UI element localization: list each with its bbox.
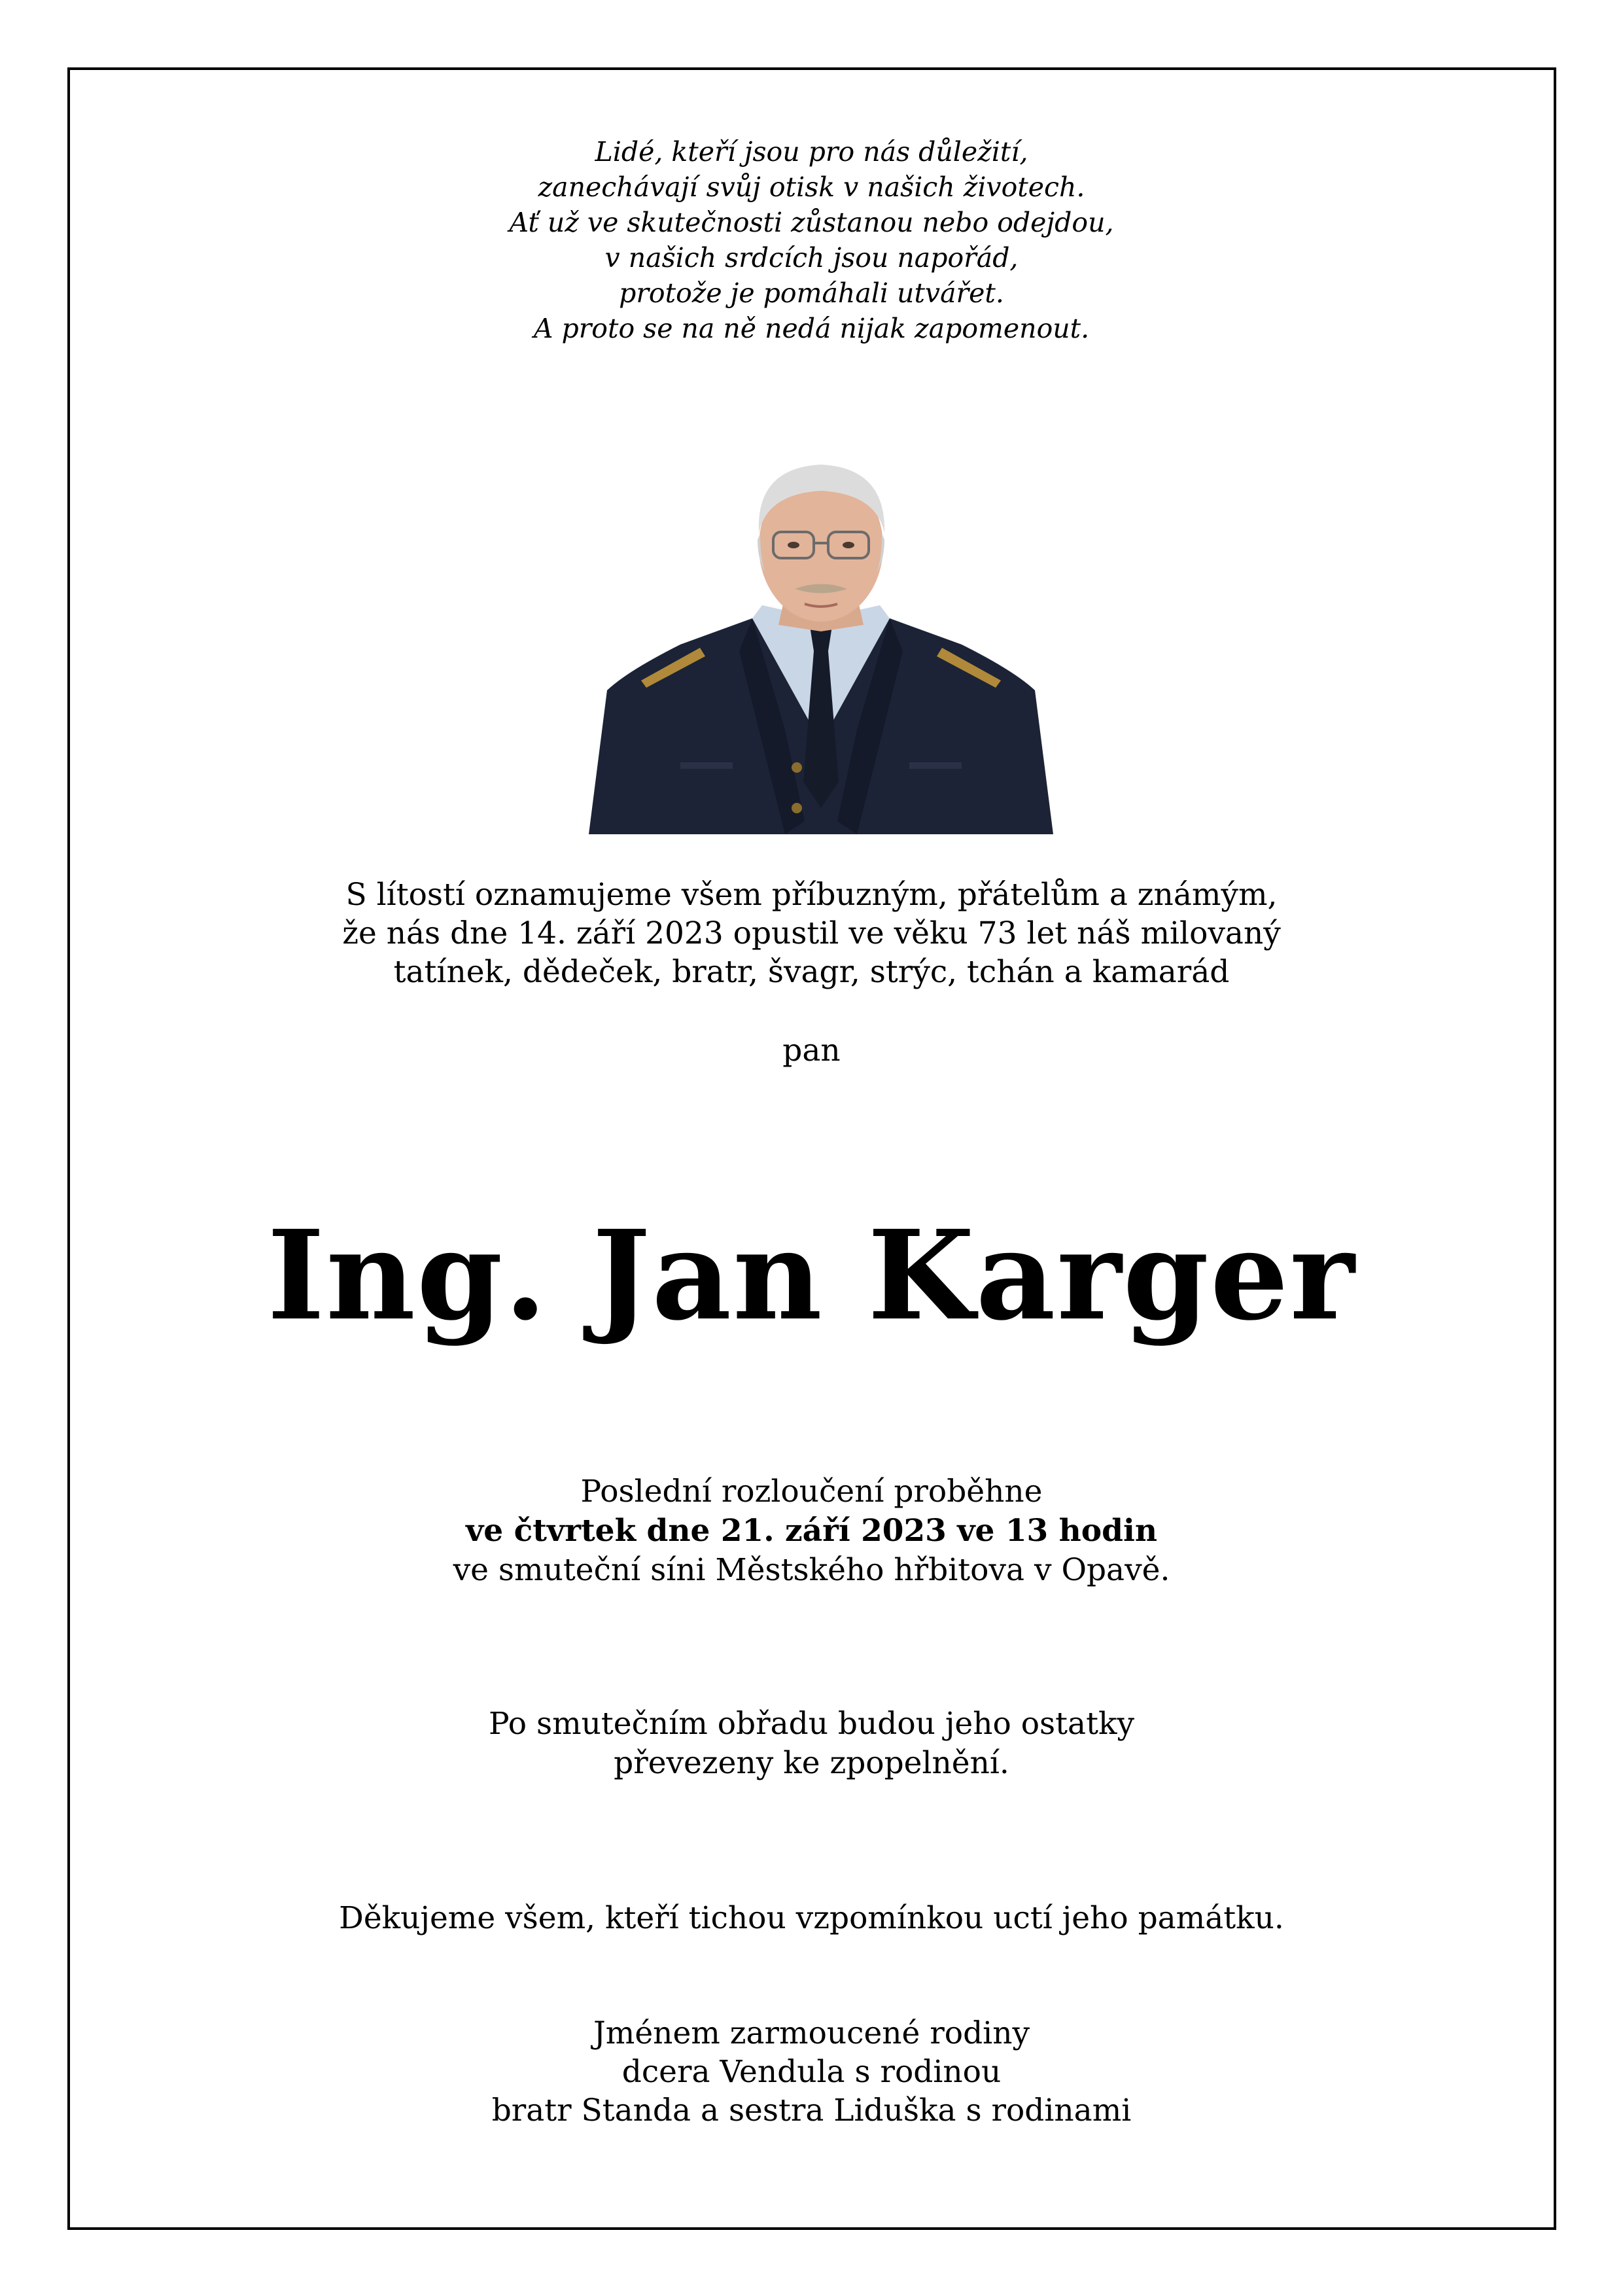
- cremation-notice: [0, 1704, 1623, 1783]
- announcement-line: že nás dne 14. září 2023 opustil ve věku 73 let náš milovaný: [342, 915, 1281, 951]
- farewell-details: [0, 1472, 1623, 1590]
- death-announcement: [0, 875, 1623, 991]
- farewell-line: Poslední rozloučení proběhne: [580, 1474, 1043, 1510]
- portrait-photo: [589, 455, 1053, 834]
- announcement-line: S lítostí oznamujeme všem příbuzným, přátelům a známým,: [345, 877, 1278, 913]
- family-signature: [0, 2014, 1623, 2130]
- poem-line: Lidé, kteří jsou pro nás důležití,: [595, 136, 1028, 168]
- poem-line: zanechávají svůj otisk v našich životech.: [538, 171, 1085, 203]
- family-line: Jménem zarmoucené rodiny: [593, 2015, 1030, 2051]
- family-line: bratr Standa a sestra Liduška s rodinami: [491, 2093, 1132, 2128]
- poem-line: protože je pomáhali utvářet.: [619, 277, 1004, 309]
- honorific: pan: [782, 1033, 841, 1069]
- family-line: dcera Vendula s rodinou: [621, 2054, 1002, 2090]
- thanks-note: Děkujeme všem, kteří tichou vzpomínkou uctí jeho památku.: [339, 1900, 1284, 1936]
- poem-line: A proto se na ně nedá nijak zapomenout.: [533, 313, 1090, 344]
- cremation-line: Po smutečním obřadu budou jeho ostatky: [489, 1706, 1134, 1742]
- deceased-name: Ing. Jan Karger: [267, 1203, 1356, 1348]
- farewell-location: ve smuteční síni Městského hřbitova v Opavě.: [453, 1552, 1170, 1588]
- poem-line: v našich srdcích jsou napořád,: [604, 242, 1019, 274]
- cremation-line: převezeny ke zpopelnění.: [614, 1745, 1009, 1781]
- announcement-line: tatínek, dědeček, bratr, švagr, strýc, tchán a kamarád: [393, 954, 1230, 990]
- poem-line: Ať už ve skutečnosti zůstanou nebo odejdou,: [509, 207, 1114, 238]
- farewell-date: ve čtvrtek dne 21. září 2023 ve 13 hodin: [466, 1513, 1157, 1549]
- memorial-poem: [0, 134, 1623, 346]
